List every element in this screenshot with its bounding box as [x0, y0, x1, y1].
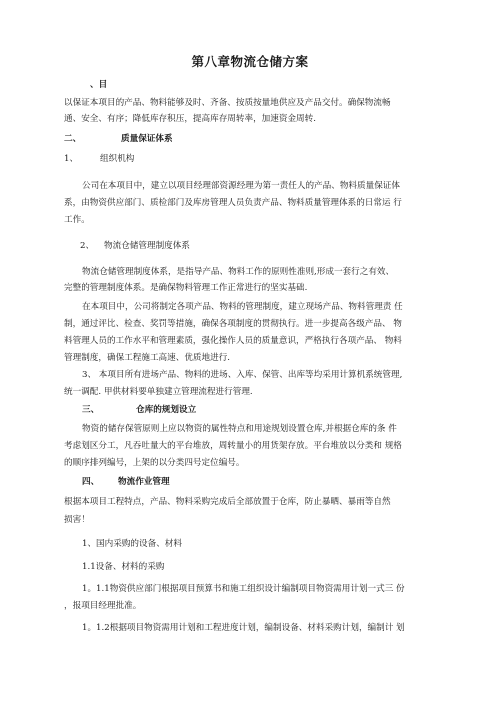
- org-paragraph-line-1: 公司在本项目中，建立以项目经理部资源经理为第一责任人的产品、物料质量保证体: [82, 181, 400, 191]
- system-paragraph-2-line-2: 制，通过评比、检查、奖罚等措施，确保各项制度的贯彻执行。进一步提高各级产品、 物: [64, 319, 402, 329]
- system-paragraph-2-line-4: 管理制度，确保工程施工高速、优质地进行.: [64, 353, 231, 363]
- subsection-2-2-number: 2、: [80, 241, 95, 251]
- section-4-heading: 物流作业管理: [118, 477, 170, 487]
- warehouse-paragraph-line-3: 的顺序排列编号，上架的以分类四号定位编号。: [64, 458, 245, 468]
- section-4-number: 四、: [82, 477, 100, 487]
- paragraph-1-1-1-line-2: ，报项目经理批准。: [64, 601, 142, 611]
- system-paragraph-1-line-1: 物流仓储管理制度体系，是指导产品、物料工作的原则性准则,形成一套行之有效、: [82, 267, 395, 277]
- subsection-2-2-heading: 物流仓储管理制度体系: [104, 241, 190, 251]
- section-3-number: 三、: [82, 405, 100, 415]
- section-goal-heading: 、目: [90, 80, 108, 90]
- subsection-4-1: 1、国内采购的设备、材料: [82, 539, 182, 549]
- paragraph-1-1-2-line-1: 1。1.2根据项目物资需用计划和工程进度计划，编制设备、材料采购计划，编制计 划: [82, 623, 405, 633]
- ops-paragraph-line-1: 根据本项目工程特点，产品、物料采购完成后全部放置于仓库，防止暴晒、暴雨等自然: [64, 497, 391, 507]
- goal-line-2: 通、安全、有序；降低库存积压，提高库存周转率，加速资金周转.: [64, 114, 316, 124]
- org-paragraph-line-2: 系，由物资供应部门、质检部门及库房管理人员负责产品、物料质量管理体系的日常运 行: [64, 198, 402, 208]
- page-title: 第八章物流仓储方案: [191, 54, 309, 69]
- system-paragraph-3-line-1: 3、 本项目所有进场产品、物料的进场、入库、保管、出库等均采用计算机系统管理,: [82, 370, 403, 380]
- goal-line-1: 以保证本项目的产品、物料能够及时、齐备、按质按量地供应及产品交付。确保物流畅: [64, 98, 391, 108]
- system-paragraph-2-line-1: 在本项目中，公司将制定各项产品、物料的管理制度，建立现场产品、物料管理责 任: [82, 302, 403, 312]
- ops-paragraph-line-2: 损害！: [64, 515, 90, 525]
- warehouse-paragraph-line-1: 物资的储存保管原则上应以物资的属性特点和用途规划设置仓库,并根据仓库的条 件: [82, 424, 397, 434]
- subsection-2-1-number: 1、: [64, 154, 79, 164]
- system-paragraph-3-line-2: 统一调配. 甲供材料要单独建立管理流程进行管理.: [64, 387, 253, 397]
- subsection-4-1-1: 1.1设备、材料的采购: [82, 562, 165, 572]
- section-2-number: 二、: [64, 134, 82, 144]
- section-3-heading: 仓库的规划设立: [136, 405, 197, 415]
- warehouse-paragraph-line-2: 考虑划区分工，凡吞吐量大的平台堆放，周转量小的用货架存放。平台堆放以分类和 规格: [64, 441, 402, 451]
- section-2-heading: 质量保证体系: [121, 134, 173, 144]
- system-paragraph-1-line-2: 完整的管理制度体系。是确保物料管理工作正常进行的坚实基础.: [64, 283, 308, 293]
- subsection-2-1-heading: 组织机构: [100, 154, 135, 164]
- paragraph-1-1-1-line-1: 1。1.1物资供应部门根据项目预算书和施工组织设计编制项目物资需用计划一式三 份: [82, 584, 405, 594]
- org-paragraph-line-3: 工作。: [64, 215, 90, 225]
- system-paragraph-2-line-3: 料管理人员的工作水平和管理素质，强化操作人员的质量意识，严格执行各项产品、 物料: [64, 336, 402, 346]
